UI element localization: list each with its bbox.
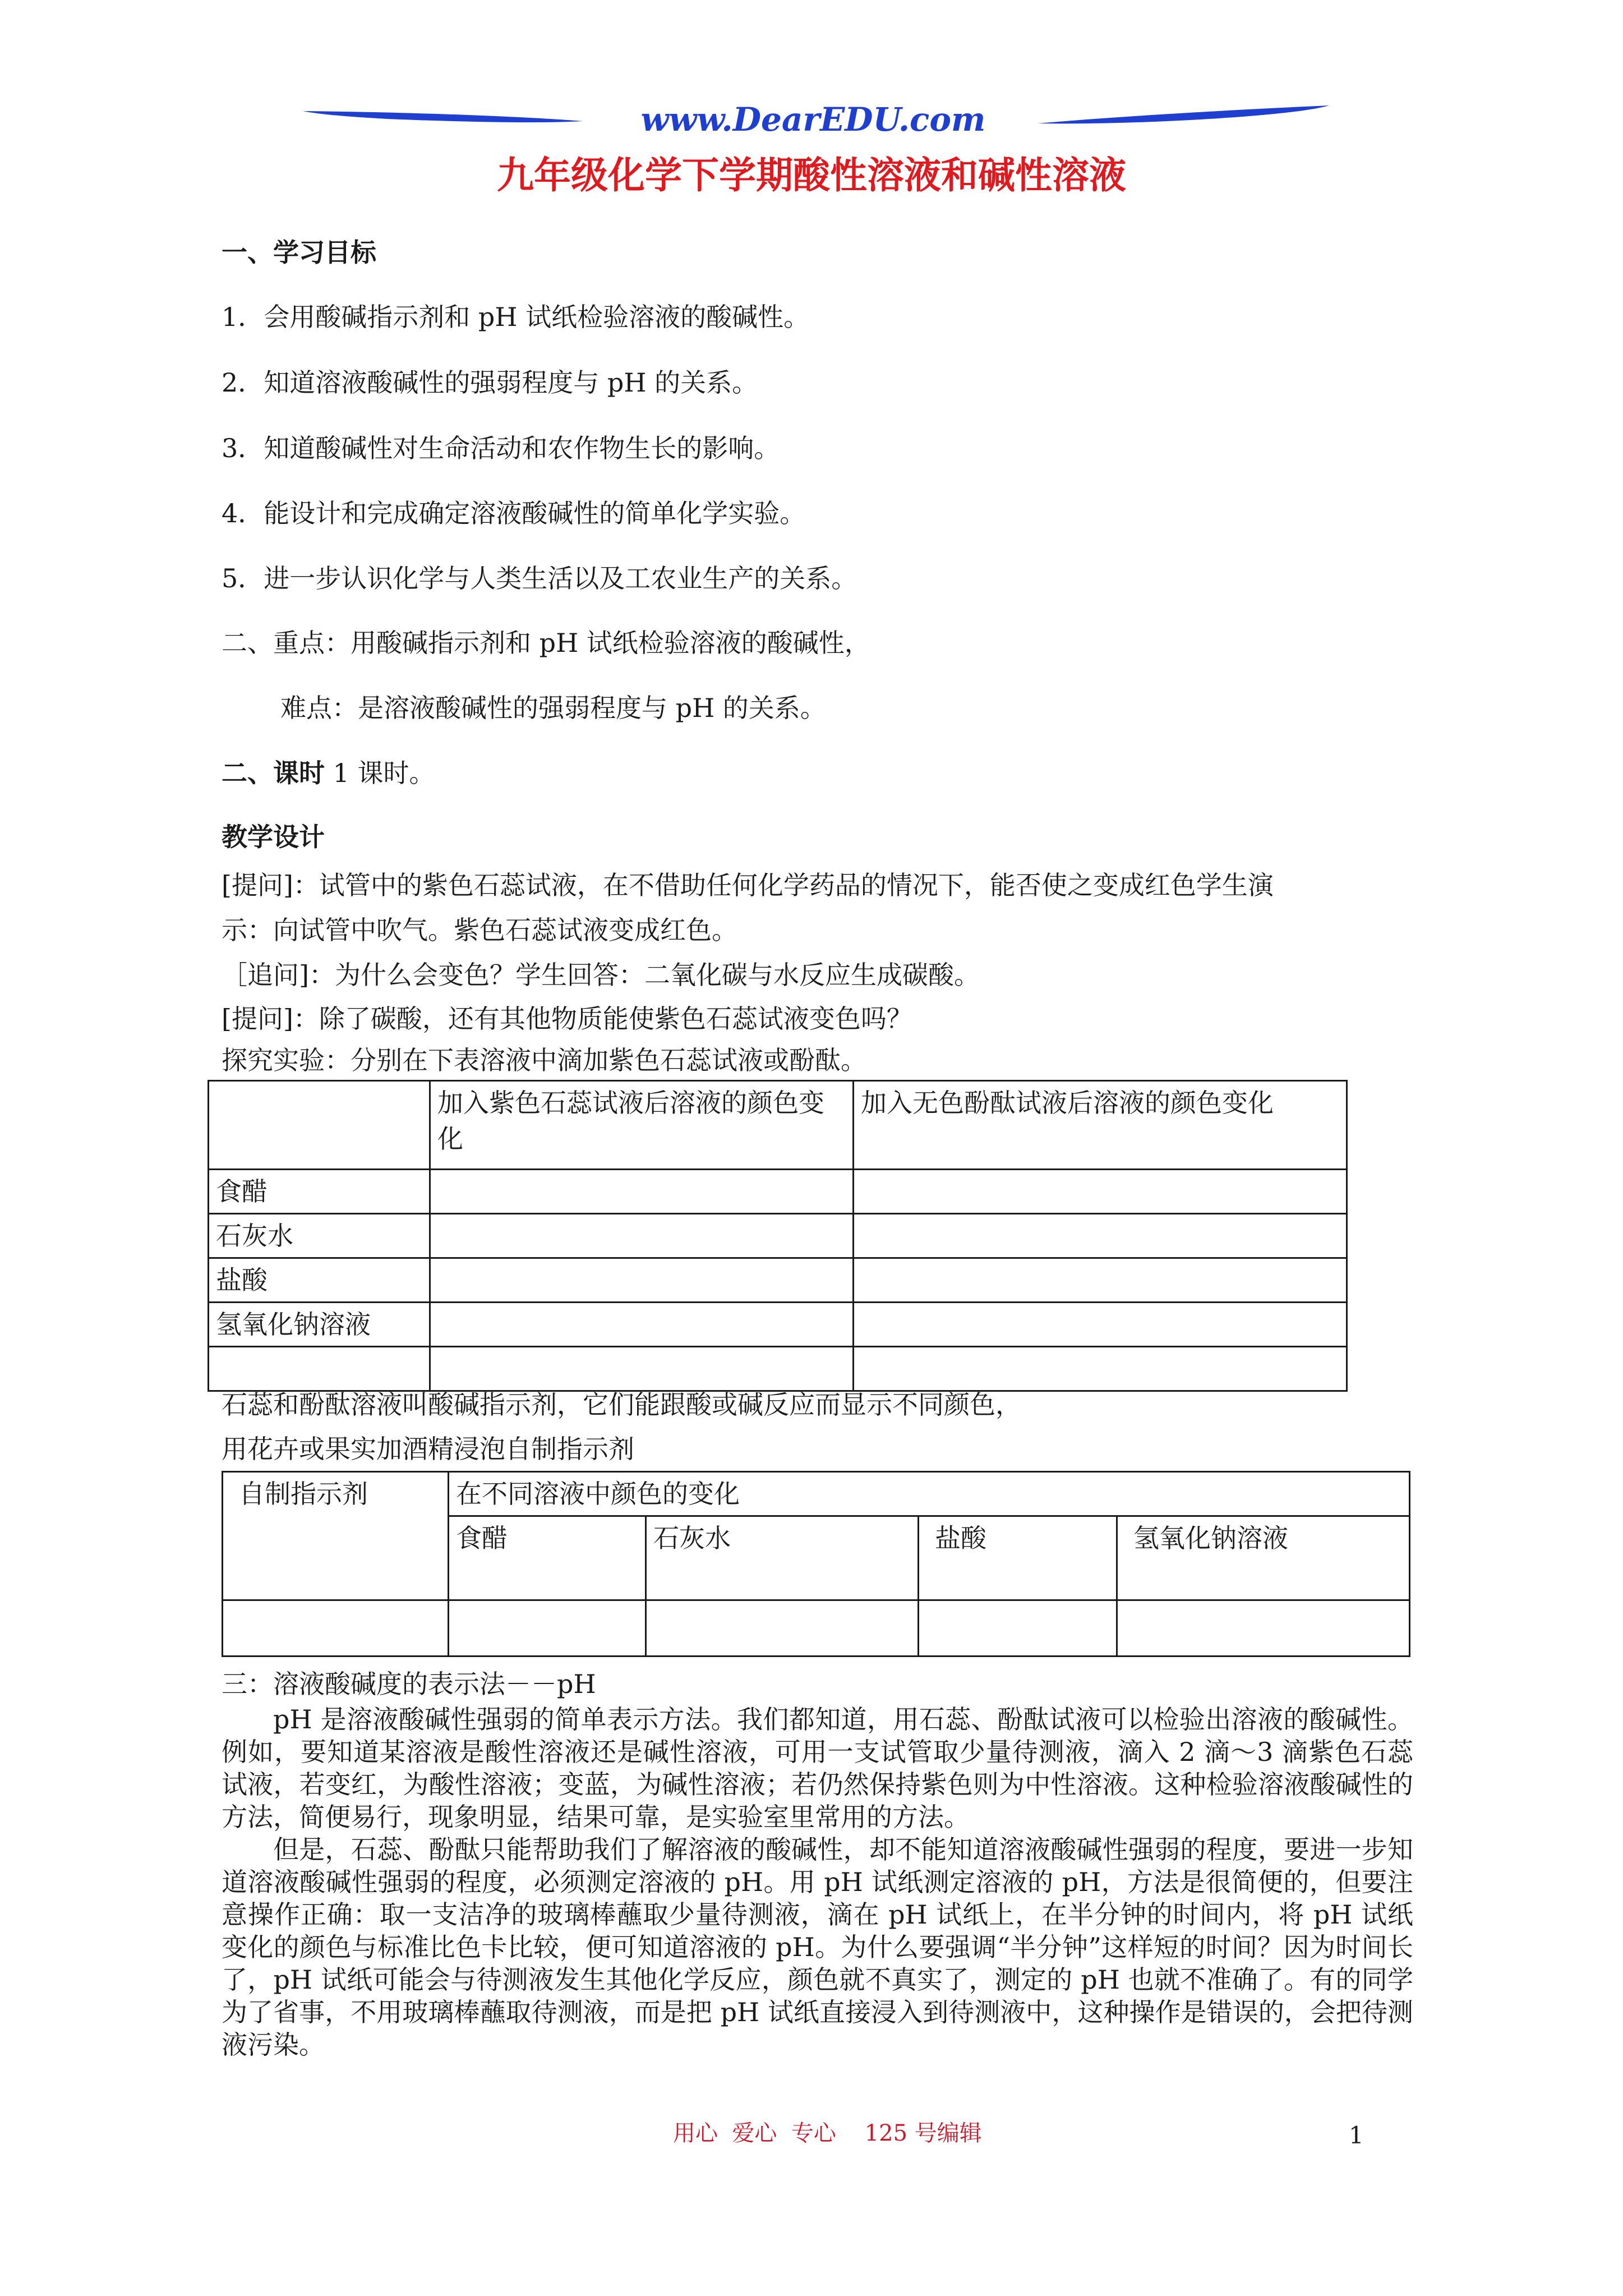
homemade-indicator-intro: 用花卉或果实加酒精浸泡自制指示剂 [222,1434,634,1464]
question-2: ［追问]：为什么会变色？学生回答：二氧化碳与水反应生成碳酸。 [222,960,980,990]
indicator-definition: 石蕊和酚酞溶液叫酸碱指示剂，它们能跟酸或碱反应而显示不同颜色， [222,1389,1021,1420]
table-cell [854,1214,1347,1258]
table-cell: 氢氧化钠溶液 [209,1303,430,1347]
class-period-value: 1 课时。 [325,758,435,788]
experiment-intro: 探究实验：分别在下表溶液中滴加紫色石蕊试液或酚酞。 [222,1045,866,1075]
question-1a: [提问]：试管中的紫色石蕊试液，在不借助任何化学药品的情况下，能否使之变成红色学生演 [222,870,1274,900]
table-header-cell: 石灰水 [646,1516,919,1600]
table-cell [919,1600,1117,1657]
table-cell: 食醋 [209,1170,430,1214]
design-heading: 教学设计 [222,822,325,852]
homemade-indicator-table [222,1471,1410,1657]
table-cell [209,1347,430,1391]
table-row [223,1472,1410,1516]
table-row [209,1258,1347,1303]
site-banner [303,100,1329,139]
table-header-cell: 加入无色酚酞试液后溶液的颜色变化 [854,1081,1347,1170]
table-cell [430,1170,854,1214]
table-header-cell: 食醋 [449,1516,646,1600]
table-header-cell: 在不同溶液中颜色的变化 [449,1472,1410,1516]
table-cell [854,1347,1347,1391]
table-header-cell: 自制指示剂 [223,1472,449,1600]
goal-item-2: 2．知道溶液酸碱性的强弱程度与 pH 的关系。 [222,367,758,398]
table-cell: 石灰水 [209,1214,430,1258]
goal-item-3: 3．知道酸碱性对生命活动和农作物生长的影响。 [222,433,780,463]
table-cell: 盐酸 [209,1258,430,1303]
table-cell [223,1600,449,1657]
table-cell [854,1258,1347,1303]
table-cell [646,1600,919,1657]
table-cell [854,1303,1347,1347]
class-period-label: 二、课时 [222,758,325,788]
section3-heading: 三：溶液酸碱度的表示法－－pH [222,1669,596,1699]
table-row [209,1347,1347,1391]
table-header-cell: 加入紫色石蕊试液后溶液的颜色变化 [430,1081,854,1170]
table-header-cell: 盐酸 [919,1516,1117,1600]
table-header-cell: 氢氧化钠溶液 [1117,1516,1410,1600]
table-row [209,1303,1347,1347]
goal-item-1: 1．会用酸碱指示剂和 pH 试纸检验溶液的酸碱性。 [222,302,810,332]
goal-item-5: 5．进一步认识化学与人类生活以及工农业生产的关系。 [222,563,857,593]
table-row [209,1170,1347,1214]
indicator-table [208,1080,1348,1392]
table-row [209,1081,1347,1170]
table-cell [1117,1600,1410,1657]
table-row [209,1214,1347,1258]
key-point: 二、重点：用酸碱指示剂和 pH 试纸检验溶液的酸碱性， [222,628,870,658]
section3-body [222,1703,1413,2061]
table-cell [430,1214,854,1258]
question-3: [提问]：除了碳酸，还有其他物质能使紫色石蕊试液变色吗？ [222,1004,912,1034]
difficulty: 难点：是溶液酸碱性的强弱程度与 pH 的关系。 [280,693,826,723]
section1-heading: 一、学习目标 [222,237,376,268]
goal-item-4: 4．能设计和完成确定溶液酸碱性的简单化学实验。 [222,498,806,528]
page-number: 1 [1349,2122,1364,2149]
ph-paragraph-1: pH 是溶液酸碱性强弱的简单表示方法。我们都知道，用石蕊、酚酞试液可以检验出溶液的酸碱性。例如，要知道某溶液是酸性溶液还是碱性溶液，可用一支试管取少量待测液，滴入 2 滴～3 滴紫色石蕊试液，若变红，为酸性溶液；变蓝，为碱性溶液；若仍然保持紫色则为中性溶液。这种检验溶液酸碱性的方法，简便易行，现象明显，结果可靠，是实验室里常用的方法。 [222,1704,1413,1832]
table-cell [449,1600,646,1657]
table-row [223,1600,1410,1657]
class-period [222,756,435,790]
ph-paragraph-2: 但是，石蕊、酚酞只能帮助我们了解溶液的酸碱性，却不能知道溶液酸碱性强弱的程度，要进一步知道溶液酸碱性强弱的程度，必须测定溶液的 pH。用 pH 试纸测定溶液的 pH，方法是很简便的，但要注意操作正确：取一支洁净的玻璃棒蘸取少量待测液，滴在 pH 试纸上，在半分钟的时间内，将 pH 试纸变化的颜色与标准比色卡比较，便可知道溶液的 pH。为什么要强调“半分钟”这样短的时间？因为时间长了，pH 试纸可能会与待测液发生其他化学反应，颜色就不真实了，测定的 pH 也就不准确了。有的同学为了省事，不用玻璃棒蘸取待测液，而是把 pH 试纸直接浸入到待测液中，这种操作是错误的，会把待测液污染。 [222,1834,1413,2060]
footer-slogan: 用心 爱心 专心 125 号编辑 [673,2120,982,2146]
table-header-cell [209,1081,430,1170]
page-title: 九年级化学下学期酸性溶液和碱性溶液 [497,153,1126,197]
table-cell [430,1347,854,1391]
table-cell [430,1258,854,1303]
table-cell [430,1303,854,1347]
table-cell [854,1170,1347,1214]
site-url[interactable]: www.DearEDU.com [640,100,986,139]
question-1b: 示：向试管中吹气。紫色石蕊试液变成红色。 [222,915,737,945]
